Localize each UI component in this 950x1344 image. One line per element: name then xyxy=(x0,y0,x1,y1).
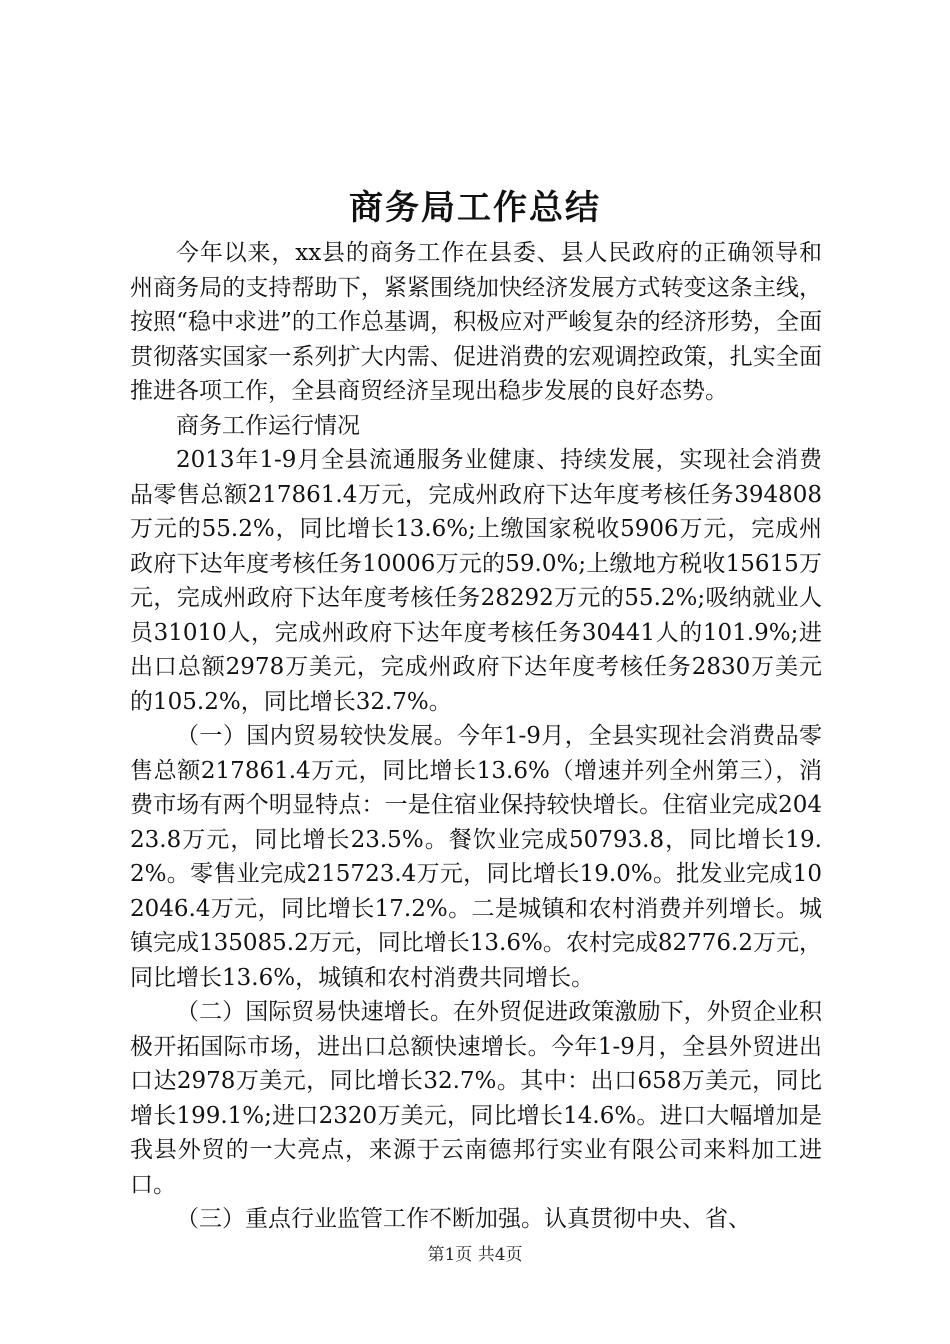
international-trade-paragraph: （二）国际贸易快速增长。在外贸促进政策激励下，外贸企业积极开拓国际市场，进出口总额快速增长。今年1-9月，全县外贸进出口达2978万美元，同比增长32.7%。其中：出口658万美元，同比增长199.1%;进口2320万美元，同比增长14.6%。进口大幅增加是我县外贸的一大亮点，来源于云南德邦行实业有限公司来料加工进口。 xyxy=(130,999,822,1198)
document-title: 商务局工作总结 xyxy=(349,188,601,228)
section-heading: 商务工作运行情况 xyxy=(176,412,360,439)
domestic-trade-paragraph: （一）国内贸易较快发展。今年1-9月，全县实现社会消费品零售总额217861.4万元，同比增长13.6%（增速并列全州第三），消费市场有两个明显特点：一是住宿业保持较快增长。住宿业完成20423.8万元，同比增长23.5%。餐饮业完成50793.8，同比增长19.2%。零售业完成215723.4万元，同比增长19.0%。批发业完成102046.4万元，同比增长17.2%。二是城镇和农村消费并列增长。城镇完成135085.2万元，同比增长13.6%。农村完成82776.2万元，同比增长13.6%，城镇和农村消费共同增长。 xyxy=(130,723,822,991)
intro-paragraph: 今年以来，xx县的商务工作在县委、县人民政府的正确领导和州商务局的支持帮助下，紧紧围绕加快经济发展方式转变这条主线，按照“稳中求进”的工作总基调，积极应对严峻复杂的经济形势，全面贯彻落实国家一系列扩大内需、促进消费的宏观调控政策，扎实全面推进各项工作，全县商贸经济呈现出稳步发展的良好态势。 xyxy=(130,240,822,404)
industry-supervision-paragraph: （三）重点行业监管工作不断加强。认真贯彻中央、省、 xyxy=(176,1206,751,1232)
document-body xyxy=(130,236,822,1237)
page-number-footer: 第1页 共4页 xyxy=(427,1245,523,1265)
summary-paragraph: 2013年1-9月全县流通服务业健康、持续发展，实现社会消费品零售总额217861.4万元，完成州政府下达年度考核任务394808万元的55.2%，同比增长13.6%;上缴国家税收5906万元，完成州政府下达年度考核任务10006万元的59.0%;上缴地方税收15615万元，完成州政府下达年度考核任务28292万元的55.2%;吸纳就业人员31010人，完成州政府下达年度考核任务30441人的101.9%;进出口总额2978万美元，完成州政府下达年度考核任务2830万美元的105.2%，同比增长32.7%。 xyxy=(130,447,822,715)
